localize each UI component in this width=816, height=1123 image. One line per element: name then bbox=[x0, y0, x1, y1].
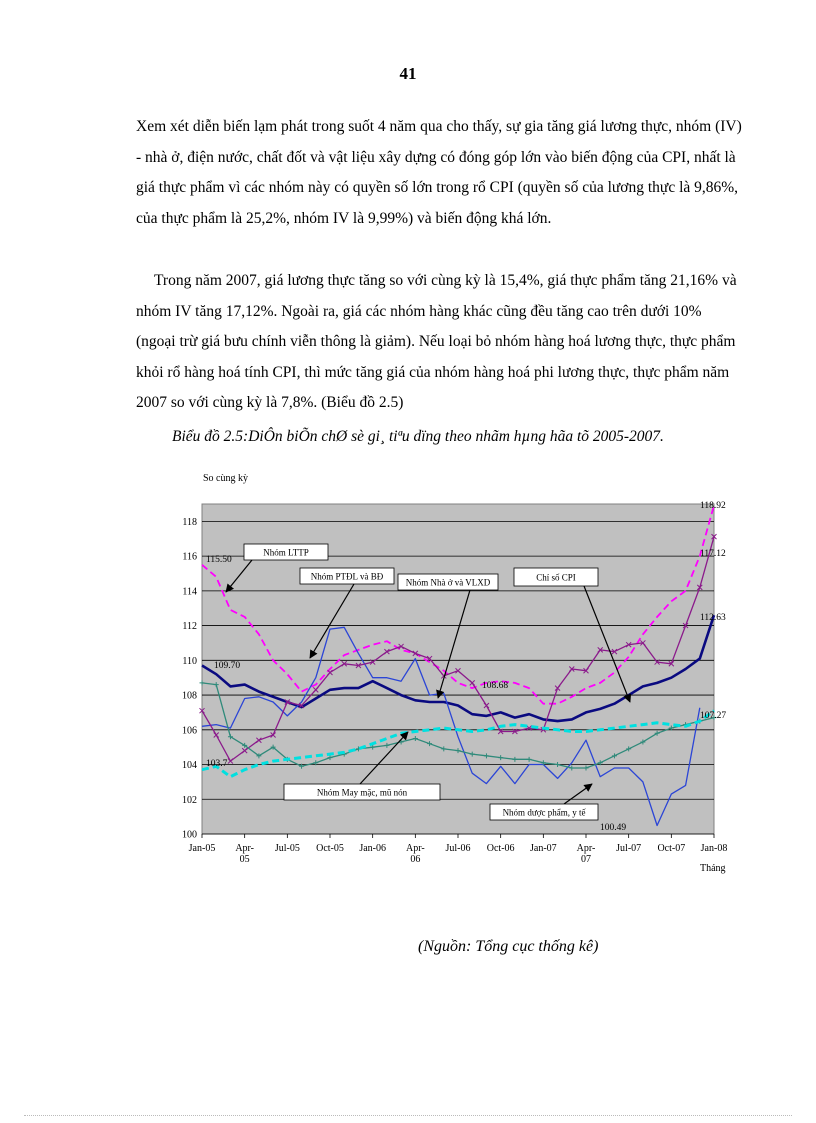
x-tick-label-line: Oct-05 bbox=[316, 843, 344, 854]
y-tick-label: 108 bbox=[182, 690, 197, 702]
callout-label: Nhóm Nhà ở và VLXD bbox=[405, 577, 491, 588]
paragraph-inflation-review: Xem xét diễn biến lạm phát trong suốt 4 năm qua cho thấy, sự gia tăng giá lương thực, nhóm (IV) - nhà ở, điện nước, chất đốt và vật liệu xây dựng có đóng góp lớn vào biến động của CPI, nhất là giá thực phẩm vì các nhóm này có quyền số lớn trong rổ CPI (quyền số của lương thực là 9,86%, của thực phẩm là 25,2%, nhóm IV là 9,99%) và biến động khá lớn. bbox=[136, 118, 742, 227]
x-tick-label bbox=[235, 843, 254, 865]
x-tick-label-line: Jan-08 bbox=[700, 843, 728, 854]
callout-label: Nhóm May mặc, mũ nón bbox=[316, 787, 408, 798]
data-point-label: 108.68 bbox=[482, 681, 509, 691]
y-tick-label: 104 bbox=[182, 760, 197, 772]
y-tick-label: 112 bbox=[182, 621, 197, 633]
x-tick-label-line: Jan-07 bbox=[529, 843, 557, 854]
page-number: 41 bbox=[399, 64, 417, 83]
x-tick-label bbox=[616, 843, 641, 854]
x-tick-label-line: Oct-06 bbox=[486, 843, 515, 854]
x-tick-label-line: Apr- bbox=[235, 843, 255, 854]
x-tick-label bbox=[359, 843, 386, 854]
x-tick-label bbox=[316, 843, 344, 854]
data-point-label: 115.50 bbox=[206, 555, 232, 565]
x-tick-label bbox=[701, 843, 728, 854]
x-tick-label bbox=[406, 843, 425, 865]
chart-caption: Biểu đồ 2.5:DiÔn biÕn chØ sè gi¸ tiªu dïng theo nhãm hµng hãa tõ 2005-2007. bbox=[172, 428, 664, 445]
x-tick-label bbox=[530, 843, 557, 854]
y-tick-label: 110 bbox=[182, 655, 197, 667]
data-point-label: 109.70 bbox=[214, 661, 241, 671]
x-tick-label bbox=[577, 843, 596, 865]
x-tick-label bbox=[487, 843, 515, 854]
data-point-label: 103.7 bbox=[206, 759, 228, 769]
data-point-label: 100.49 bbox=[600, 823, 627, 833]
x-tick-label bbox=[657, 843, 685, 854]
paragraph-2007-prices: Trong năm 2007, giá lương thực tăng so với cùng kỳ là 15,4%, giá thực phẩm tăng 21,16% và nhóm IV tăng 17,12%. Ngoài ra, giá các nhóm hàng khác cũng đều tăng cao trên dưới 10% (ngoại trừ giá bưu chính viễn thông là giảm). Nếu loại bỏ nhóm hàng hoá lương thực, thực phẩm khỏi rổ hàng hoá tính CPI, thì mức tăng giá của nhóm hàng hoá phi lương thực, thực phẩm năm 2007 so với cùng kỳ là 7,8%. (Biểu đồ 2.5) bbox=[136, 272, 737, 411]
x-tick-label-line: Jul-07 bbox=[616, 843, 642, 854]
y-tick-label: 100 bbox=[182, 829, 197, 841]
x-tick-label-line: Jul-06 bbox=[445, 843, 471, 854]
x-tick-label-line: 05 bbox=[239, 854, 250, 865]
x-axis-label: Tháng bbox=[700, 863, 726, 874]
y-tick-label: 102 bbox=[182, 794, 197, 806]
x-tick-label-line: 06 bbox=[410, 854, 421, 865]
x-tick-label bbox=[446, 843, 471, 854]
x-tick-label bbox=[189, 843, 216, 854]
page-bottom-rule bbox=[24, 1115, 792, 1116]
x-tick-label-line: 07 bbox=[581, 854, 591, 865]
cpi-chart bbox=[160, 470, 760, 890]
y-tick-label: 114 bbox=[182, 586, 197, 598]
x-tick-label-line: Jul-05 bbox=[274, 843, 300, 854]
x-tick-label-line: Apr- bbox=[576, 843, 596, 854]
callout-label: Nhóm LTTP bbox=[263, 547, 309, 558]
data-point-label: 118.92 bbox=[700, 501, 726, 511]
x-tick-label-line: Jan-05 bbox=[188, 843, 216, 854]
x-tick-label bbox=[275, 843, 300, 854]
data-point-label: 107.27 bbox=[700, 711, 727, 721]
data-point-label: 117.12 bbox=[700, 549, 726, 559]
cpi-chart-svg bbox=[160, 470, 760, 890]
x-tick-label-line: Jan-06 bbox=[359, 843, 387, 854]
callout-label: Chỉ số CPI bbox=[536, 572, 576, 583]
y-tick-label: 116 bbox=[182, 551, 197, 563]
x-tick-label-line: Apr- bbox=[405, 843, 425, 854]
callout-label: Nhóm dược phẩm, y tế bbox=[502, 807, 586, 818]
y-tick-label: 118 bbox=[182, 516, 197, 528]
x-tick-label-line: Oct-07 bbox=[657, 843, 686, 854]
source-note: (Nguồn: Tổng cục thống kê) bbox=[418, 938, 599, 955]
y-tick-label: 106 bbox=[182, 725, 197, 737]
data-point-label: 112.63 bbox=[700, 613, 726, 623]
y-axis-label: So cùng kỳ bbox=[203, 473, 248, 484]
callout-label: Nhóm PTĐL và BĐ bbox=[310, 571, 384, 582]
